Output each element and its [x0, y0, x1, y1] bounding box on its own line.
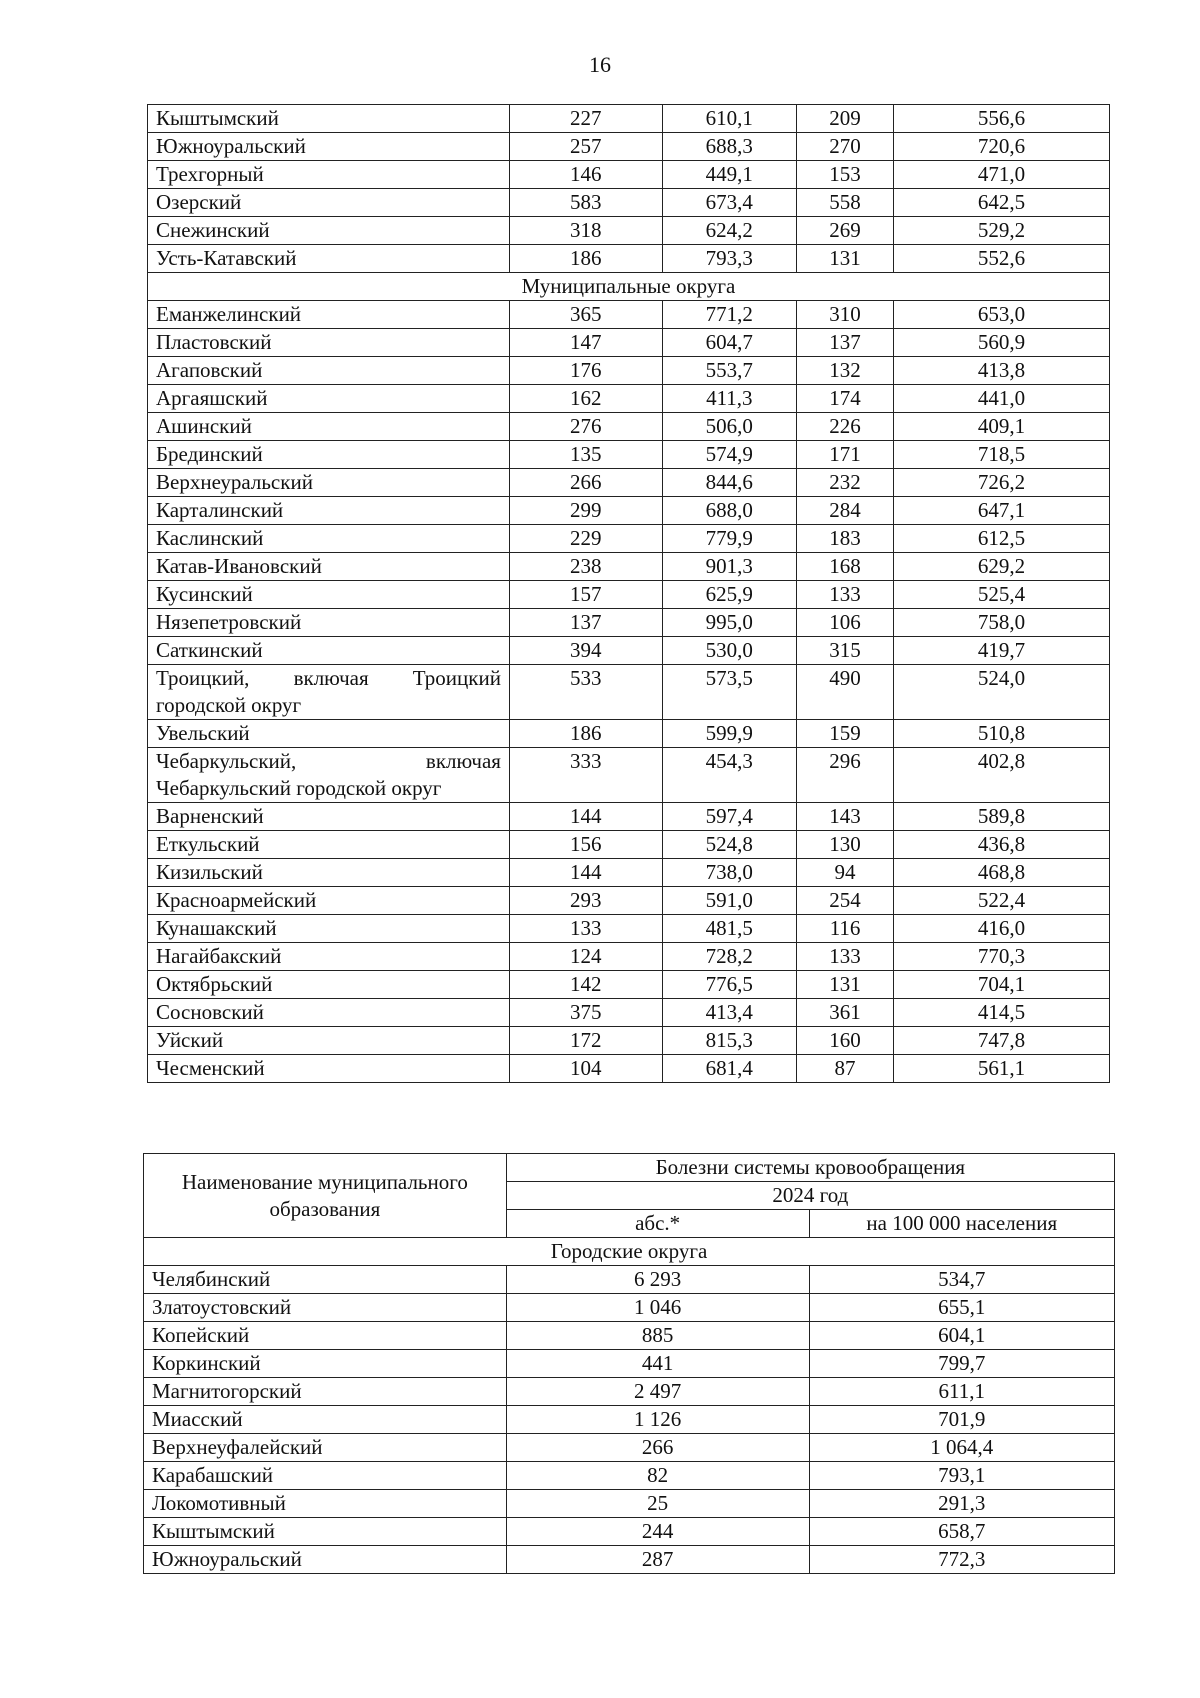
- cell-value: 269: [797, 217, 894, 245]
- district-name: Верхнеуфалейский: [144, 1434, 507, 1462]
- cell-value: 257: [509, 133, 662, 161]
- table-row: [144, 1350, 1115, 1378]
- district-name: Пластовский: [148, 329, 510, 357]
- table-row: [148, 665, 1110, 720]
- cell-value: 402,8: [894, 748, 1110, 803]
- cell-value: 612,5: [894, 525, 1110, 553]
- cell-value: 159: [797, 720, 894, 748]
- cell-value: 409,1: [894, 413, 1110, 441]
- cell-value: 131: [797, 245, 894, 273]
- cell-value: 266: [506, 1434, 809, 1462]
- cell-value: 414,5: [894, 999, 1110, 1027]
- district-name-troitsky: Троицкий, включая Троицкий городской округ: [148, 665, 510, 720]
- cell-value: 266: [509, 469, 662, 497]
- district-name: Усть-Катавский: [148, 245, 510, 273]
- table-row: [148, 1055, 1110, 1083]
- district-name: Карталинский: [148, 497, 510, 525]
- cell-value: 310: [797, 301, 894, 329]
- district-name: Уйский: [148, 1027, 510, 1055]
- table-row: [148, 413, 1110, 441]
- cell-value: 799,7: [809, 1350, 1114, 1378]
- table-row: [148, 609, 1110, 637]
- cell-value: 642,5: [894, 189, 1110, 217]
- district-name: Снежинский: [148, 217, 510, 245]
- cell-value: 534,7: [809, 1266, 1114, 1294]
- cell-value: 276: [509, 413, 662, 441]
- cell-value: 2 497: [506, 1378, 809, 1406]
- cell-value: 481,5: [662, 915, 796, 943]
- district-name: Южноуральский: [144, 1546, 507, 1574]
- cell-value: 522,4: [894, 887, 1110, 915]
- cell-value: 524,0: [894, 665, 1110, 720]
- cell-value: 454,3: [662, 748, 796, 803]
- cell-value: 758,0: [894, 609, 1110, 637]
- section-header-municipal: Муниципальные округа: [148, 273, 1110, 301]
- table-row: [144, 1518, 1115, 1546]
- cell-value: 506,0: [662, 413, 796, 441]
- district-name: Копейский: [144, 1322, 507, 1350]
- table-row: [148, 189, 1110, 217]
- table-row: [148, 133, 1110, 161]
- table-row: [144, 1406, 1115, 1434]
- district-name: Озерский: [148, 189, 510, 217]
- cell-value: 186: [509, 245, 662, 273]
- cell-value: 525,4: [894, 581, 1110, 609]
- district-name: Октябрьский: [148, 971, 510, 999]
- cell-value: 82: [506, 1462, 809, 1490]
- cell-value: 413,4: [662, 999, 796, 1027]
- table-row: [148, 441, 1110, 469]
- district-name: Кизильский: [148, 859, 510, 887]
- cell-value: 153: [797, 161, 894, 189]
- table-row: [148, 385, 1110, 413]
- cell-value: 174: [797, 385, 894, 413]
- table-row: [148, 525, 1110, 553]
- district-name: Саткинский: [148, 637, 510, 665]
- table-row: [148, 497, 1110, 525]
- cell-value: 658,7: [809, 1518, 1114, 1546]
- cell-value: 901,3: [662, 553, 796, 581]
- cell-value: 133: [797, 943, 894, 971]
- table-row: [148, 915, 1110, 943]
- cell-value: 436,8: [894, 831, 1110, 859]
- table-row: [148, 999, 1110, 1027]
- table-row: [148, 943, 1110, 971]
- cell-value: 137: [509, 609, 662, 637]
- district-name: Магнитогорский: [144, 1378, 507, 1406]
- cell-value: 226: [797, 413, 894, 441]
- cell-value: 394: [509, 637, 662, 665]
- cell-value: 604,1: [809, 1322, 1114, 1350]
- cell-value: 793,1: [809, 1462, 1114, 1490]
- cell-value: 6 293: [506, 1266, 809, 1294]
- cell-value: 770,3: [894, 943, 1110, 971]
- table-row: [148, 803, 1110, 831]
- cell-value: 416,0: [894, 915, 1110, 943]
- cell-value: 104: [509, 1055, 662, 1083]
- cell-value: 610,1: [662, 105, 796, 133]
- cell-value: 726,2: [894, 469, 1110, 497]
- table-row: [148, 581, 1110, 609]
- district-name: Миасский: [144, 1406, 507, 1434]
- table-row: [148, 469, 1110, 497]
- table-row: [144, 1462, 1115, 1490]
- cell-value: 704,1: [894, 971, 1110, 999]
- cell-value: 574,9: [662, 441, 796, 469]
- cell-value: 156: [509, 831, 662, 859]
- cell-value: 284: [797, 497, 894, 525]
- cell-value: 137: [797, 329, 894, 357]
- cell-value: 738,0: [662, 859, 796, 887]
- cell-value: 244: [506, 1518, 809, 1546]
- cell-value: 510,8: [894, 720, 1110, 748]
- cell-value: 591,0: [662, 887, 796, 915]
- cell-value: 624,2: [662, 217, 796, 245]
- district-name: Верхнеуральский: [148, 469, 510, 497]
- cell-value: 793,3: [662, 245, 796, 273]
- district-name: Кунашакский: [148, 915, 510, 943]
- cell-value: 844,6: [662, 469, 796, 497]
- cell-value: 411,3: [662, 385, 796, 413]
- cell-value: 558: [797, 189, 894, 217]
- table-row: [148, 720, 1110, 748]
- cell-value: 315: [797, 637, 894, 665]
- table-row: [148, 859, 1110, 887]
- cell-value: 597,4: [662, 803, 796, 831]
- cell-value: 133: [509, 915, 662, 943]
- header-abs: абс.*: [506, 1210, 809, 1238]
- district-name: Сосновский: [148, 999, 510, 1027]
- cell-value: 299: [509, 497, 662, 525]
- cell-value: 688,0: [662, 497, 796, 525]
- cell-value: 468,8: [894, 859, 1110, 887]
- cell-value: 718,5: [894, 441, 1110, 469]
- cell-value: 779,9: [662, 525, 796, 553]
- table-row: [144, 1546, 1115, 1574]
- cell-value: 232: [797, 469, 894, 497]
- cell-value: 441,0: [894, 385, 1110, 413]
- district-name: Аргаяшский: [148, 385, 510, 413]
- cell-value: 254: [797, 887, 894, 915]
- cell-value: 553,7: [662, 357, 796, 385]
- cell-value: 132: [797, 357, 894, 385]
- table-row: [144, 1378, 1115, 1406]
- table-row: [148, 161, 1110, 189]
- cell-value: 533: [509, 665, 662, 720]
- cell-value: 771,2: [662, 301, 796, 329]
- district-name: Чесменский: [148, 1055, 510, 1083]
- cell-value: 530,0: [662, 637, 796, 665]
- district-name: Кыштымский: [144, 1518, 507, 1546]
- cell-value: 589,8: [894, 803, 1110, 831]
- cell-value: 655,1: [809, 1294, 1114, 1322]
- cell-value: 647,1: [894, 497, 1110, 525]
- cell-value: 728,2: [662, 943, 796, 971]
- cell-value: 995,0: [662, 609, 796, 637]
- cell-value: 209: [797, 105, 894, 133]
- district-name: Брединский: [148, 441, 510, 469]
- cell-value: 162: [509, 385, 662, 413]
- mortality-table-continued: [147, 104, 1110, 1083]
- district-name: Челябинский: [144, 1266, 507, 1294]
- cell-value: 681,4: [662, 1055, 796, 1083]
- cell-value: 130: [797, 831, 894, 859]
- cell-value: 116: [797, 915, 894, 943]
- table-row: [148, 301, 1110, 329]
- district-name: Увельский: [148, 720, 510, 748]
- cell-value: 146: [509, 161, 662, 189]
- district-name: Кусинский: [148, 581, 510, 609]
- district-name: Южноуральский: [148, 133, 510, 161]
- cell-value: 573,5: [662, 665, 796, 720]
- cell-value: 229: [509, 525, 662, 553]
- cell-value: 772,3: [809, 1546, 1114, 1574]
- table-row: [148, 105, 1110, 133]
- district-name: Кыштымский: [148, 105, 510, 133]
- district-name: Варненский: [148, 803, 510, 831]
- table-row: [148, 217, 1110, 245]
- cell-value: 490: [797, 665, 894, 720]
- cell-value: 471,0: [894, 161, 1110, 189]
- table-row: [144, 1294, 1115, 1322]
- cell-value: 599,9: [662, 720, 796, 748]
- cell-value: 186: [509, 720, 662, 748]
- cell-value: 147: [509, 329, 662, 357]
- cell-value: 144: [509, 859, 662, 887]
- cell-value: 144: [509, 803, 662, 831]
- cell-value: 419,7: [894, 637, 1110, 665]
- cell-value: 168: [797, 553, 894, 581]
- cell-value: 287: [506, 1546, 809, 1574]
- cell-value: 172: [509, 1027, 662, 1055]
- table-row: [144, 1490, 1115, 1518]
- cell-value: 815,3: [662, 1027, 796, 1055]
- cell-value: 361: [797, 999, 894, 1027]
- cell-value: 561,1: [894, 1055, 1110, 1083]
- cell-value: 611,1: [809, 1378, 1114, 1406]
- table-row: [148, 831, 1110, 859]
- cell-value: 524,8: [662, 831, 796, 859]
- table-row: [148, 971, 1110, 999]
- cell-value: 157: [509, 581, 662, 609]
- district-name: Златоустовский: [144, 1294, 507, 1322]
- section-row: [148, 273, 1110, 301]
- cell-value: 135: [509, 441, 662, 469]
- cell-value: 160: [797, 1027, 894, 1055]
- cell-value: 333: [509, 748, 662, 803]
- table-row: [144, 1266, 1115, 1294]
- district-name: Карабашский: [144, 1462, 507, 1490]
- header-year: 2024 год: [506, 1182, 1114, 1210]
- cell-value: 25: [506, 1490, 809, 1518]
- cell-value: 133: [797, 581, 894, 609]
- district-name: Красноармейский: [148, 887, 510, 915]
- cell-value: 776,5: [662, 971, 796, 999]
- district-name: Нязепетровский: [148, 609, 510, 637]
- table-row: [148, 245, 1110, 273]
- header-disease-group: Болезни системы кровообращения: [506, 1154, 1114, 1182]
- cell-value: 171: [797, 441, 894, 469]
- cell-value: 560,9: [894, 329, 1110, 357]
- table-row: [148, 357, 1110, 385]
- cell-value: 238: [509, 553, 662, 581]
- cell-value: 296: [797, 748, 894, 803]
- cell-value: 885: [506, 1322, 809, 1350]
- cell-value: 183: [797, 525, 894, 553]
- section-row: [144, 1238, 1115, 1266]
- cell-value: 441: [506, 1350, 809, 1378]
- cell-value: 124: [509, 943, 662, 971]
- cell-value: 270: [797, 133, 894, 161]
- cell-value: 747,8: [894, 1027, 1110, 1055]
- header-municipality: Наименование муниципального образования: [144, 1154, 507, 1238]
- cell-value: 552,6: [894, 245, 1110, 273]
- cell-value: 227: [509, 105, 662, 133]
- table-row: [148, 1027, 1110, 1055]
- cell-value: 1 046: [506, 1294, 809, 1322]
- cell-value: 629,2: [894, 553, 1110, 581]
- cell-value: 318: [509, 217, 662, 245]
- cell-value: 449,1: [662, 161, 796, 189]
- table-row: [148, 748, 1110, 803]
- cell-value: 94: [797, 859, 894, 887]
- cell-value: 529,2: [894, 217, 1110, 245]
- cell-value: 375: [509, 999, 662, 1027]
- district-name: Каслинский: [148, 525, 510, 553]
- cell-value: 604,7: [662, 329, 796, 357]
- cell-value: 653,0: [894, 301, 1110, 329]
- circulatory-diseases-table: [143, 1153, 1115, 1574]
- district-name: Коркинский: [144, 1350, 507, 1378]
- table-row: [144, 1322, 1115, 1350]
- table-row: [148, 329, 1110, 357]
- section-header-urban: Городские округа: [144, 1238, 1115, 1266]
- cell-value: 106: [797, 609, 894, 637]
- cell-value: 142: [509, 971, 662, 999]
- district-name: Катав-Ивановский: [148, 553, 510, 581]
- cell-value: 131: [797, 971, 894, 999]
- cell-value: 701,9: [809, 1406, 1114, 1434]
- cell-value: 143: [797, 803, 894, 831]
- cell-value: 87: [797, 1055, 894, 1083]
- cell-value: 1 064,4: [809, 1434, 1114, 1462]
- table-row: [148, 637, 1110, 665]
- header-rate: на 100 000 населения: [809, 1210, 1114, 1238]
- table-row: [144, 1434, 1115, 1462]
- cell-value: 291,3: [809, 1490, 1114, 1518]
- cell-value: 673,4: [662, 189, 796, 217]
- cell-value: 583: [509, 189, 662, 217]
- table-row: [148, 887, 1110, 915]
- district-name: Локомотивный: [144, 1490, 507, 1518]
- district-name: Нагайбакский: [148, 943, 510, 971]
- cell-value: 625,9: [662, 581, 796, 609]
- cell-value: 176: [509, 357, 662, 385]
- cell-value: 1 126: [506, 1406, 809, 1434]
- cell-value: 413,8: [894, 357, 1110, 385]
- cell-value: 688,3: [662, 133, 796, 161]
- district-name: Ашинский: [148, 413, 510, 441]
- cell-value: 720,6: [894, 133, 1110, 161]
- district-name: Агаповский: [148, 357, 510, 385]
- table-row: [148, 553, 1110, 581]
- district-name: Трехгорный: [148, 161, 510, 189]
- district-name-chebarkul: Чебаркульский, включая Чебаркульский городской округ: [148, 748, 510, 803]
- district-name: Еткульский: [148, 831, 510, 859]
- page-number: 16: [589, 52, 611, 77]
- district-name: Еманжелинский: [148, 301, 510, 329]
- cell-value: 365: [509, 301, 662, 329]
- cell-value: 556,6: [894, 105, 1110, 133]
- cell-value: 293: [509, 887, 662, 915]
